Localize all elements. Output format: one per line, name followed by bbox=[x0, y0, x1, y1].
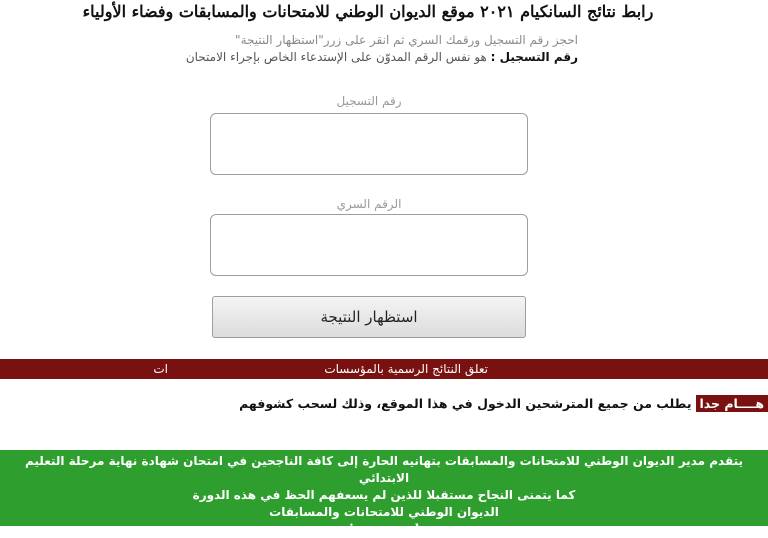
announcement-bar bbox=[0, 359, 768, 379]
announcement-text-tail: ات bbox=[153, 362, 168, 376]
registration-field-label: رقم التسجيل bbox=[336, 94, 402, 108]
important-notice-text: يطلب من جميع المترشحين الدخول في هذا الموقع، وذلك لسحب كشوفهم bbox=[239, 396, 692, 411]
password-field-label: الرقم السري bbox=[336, 197, 402, 211]
office-name: الديوان الوطني للامتحانات والمسابقات bbox=[269, 505, 499, 519]
registration-number-input[interactable] bbox=[210, 113, 528, 175]
important-notice bbox=[239, 396, 768, 411]
congratulations-banner bbox=[0, 450, 768, 536]
registration-note-label: رقم التسجيل : bbox=[490, 50, 578, 64]
site-link[interactable]: cinq.onec.dz bbox=[341, 522, 427, 536]
page-title: رابط نتائج السانكيام ٢٠٢١ موقع الديوان الوطني للامتحانات والمسابقات وفضاء الأولياء bbox=[82, 2, 654, 21]
important-badge: هــــام جدا bbox=[696, 395, 768, 412]
congratulations-line-2: كما يتمنى النجاح مستقبلا للذين لم يسعفهم الحظ في هذه الدورة bbox=[192, 488, 576, 502]
show-result-button[interactable]: استظهار النتيجة bbox=[212, 296, 526, 338]
registration-note-text: هو نفس الرقم المدوّن على الإستدعاء الخاص بإجراء الامتحان bbox=[185, 50, 491, 64]
password-input[interactable] bbox=[210, 214, 528, 276]
announcement-text: تعلق النتائج الرسمية بالمؤسسات bbox=[324, 362, 488, 376]
instruction-text: احجز رقم التسجيل ورقمك السري ثم انقر على زرر"استظهار النتيجة" bbox=[235, 33, 578, 47]
registration-note bbox=[186, 50, 578, 64]
congratulations-line-1: يتقدم مدير الديوان الوطني للامتحانات والمسابقات بتهانيه الحارة إلى كافة الناجحين في امتحان شهادة نهاية مرحلة التعليم الابتدائي bbox=[25, 454, 743, 485]
